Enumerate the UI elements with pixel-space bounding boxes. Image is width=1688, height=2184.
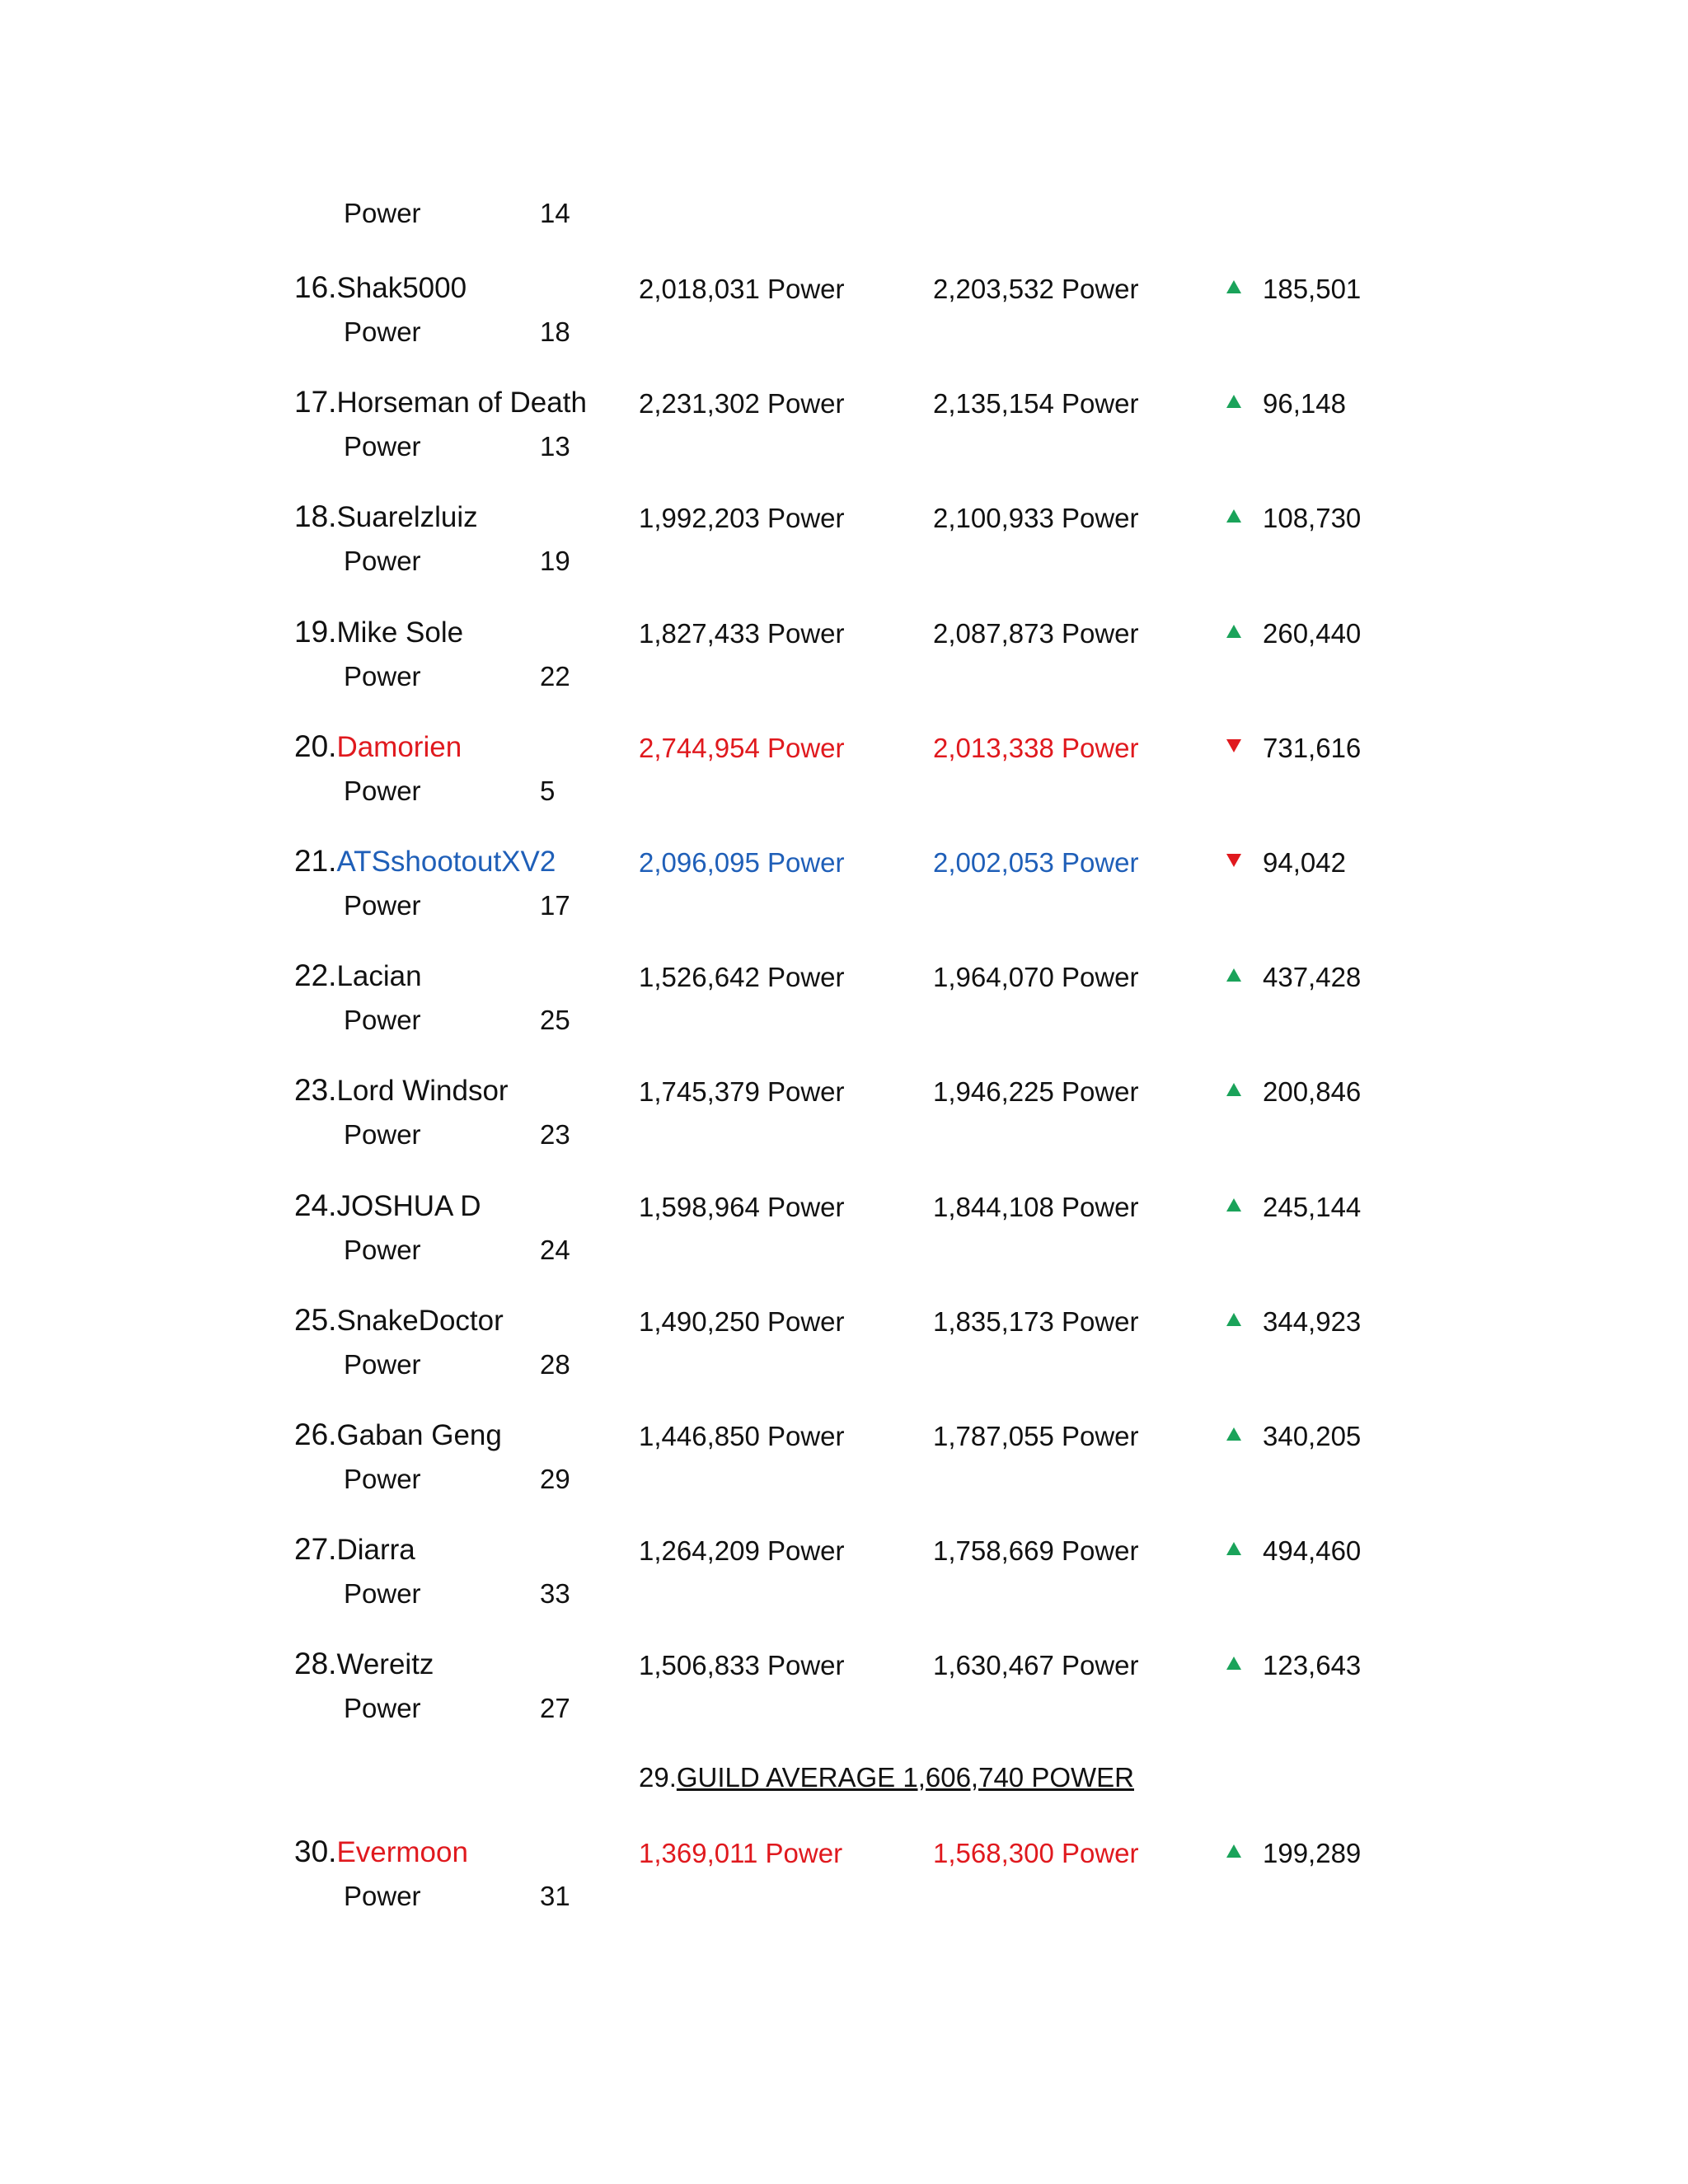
player-name: Diarra xyxy=(336,1534,415,1566)
power-change: 437,428 xyxy=(1263,962,1362,992)
current-power: 2,013,338 Power xyxy=(933,733,1139,763)
current-power: 2,203,532 Power xyxy=(933,274,1139,304)
current-power: 1,964,070 Power xyxy=(933,962,1139,992)
trend-arrow-icon xyxy=(1226,509,1241,523)
power-label: Power xyxy=(344,1119,421,1150)
ranking-row xyxy=(0,1418,1688,1533)
previous-rank: 33 xyxy=(540,1578,570,1609)
player-name: Lord Windsor xyxy=(336,1075,509,1107)
player-name-line xyxy=(294,1073,509,1108)
player-name: Mike Sole xyxy=(336,616,464,649)
ranking-row xyxy=(0,1188,1688,1304)
power-label: Power xyxy=(344,661,421,691)
previous-power: 1,598,964 Power xyxy=(639,1192,845,1222)
previous-rank: 28 xyxy=(540,1349,570,1380)
ranking-row xyxy=(0,385,1688,500)
trend-arrow-icon xyxy=(1226,625,1241,638)
power-change: 96,148 xyxy=(1263,388,1346,419)
previous-power: 1,369,011 Power xyxy=(639,1838,843,1868)
power-label: Power xyxy=(344,198,421,228)
previous-rank: 14 xyxy=(540,198,570,228)
player-name-line xyxy=(294,729,462,764)
current-power: 1,844,108 Power xyxy=(933,1192,1139,1222)
player-name-line xyxy=(294,1647,434,1681)
power-label: Power xyxy=(344,1578,421,1609)
ranking-row xyxy=(0,1532,1688,1647)
power-label: Power xyxy=(344,1693,421,1723)
power-change: 344,923 xyxy=(1263,1306,1362,1337)
power-change: 245,144 xyxy=(1263,1192,1362,1222)
power-label: Power xyxy=(344,316,421,347)
previous-rank: 27 xyxy=(540,1693,570,1723)
ranking-row xyxy=(0,1303,1688,1418)
previous-rank: 5 xyxy=(540,776,556,806)
previous-rank: 29 xyxy=(540,1464,570,1494)
rank-number: 20. xyxy=(294,729,337,763)
previous-power: 1,490,250 Power xyxy=(639,1306,845,1337)
previous-power: 1,992,203 Power xyxy=(639,503,845,533)
player-name: JOSHUA D xyxy=(336,1190,481,1222)
rank-number: 27. xyxy=(294,1532,337,1566)
power-change: 731,616 xyxy=(1263,733,1362,763)
trend-arrow-icon xyxy=(1226,1313,1241,1326)
power-label: Power xyxy=(344,431,421,462)
rank-number: 21. xyxy=(294,844,337,878)
player-name: Shak5000 xyxy=(336,272,467,304)
current-power: 1,630,467 Power xyxy=(933,1650,1139,1680)
guild-rank: 29. xyxy=(639,1762,677,1793)
ranking-row xyxy=(0,1073,1688,1188)
rank-number: 22. xyxy=(294,958,337,992)
power-change: 123,643 xyxy=(1263,1650,1362,1680)
player-name: Suarelzluiz xyxy=(336,501,478,533)
player-name: Wereitz xyxy=(336,1648,434,1680)
rank-number: 24. xyxy=(294,1188,337,1222)
guild-average xyxy=(639,1762,1134,1793)
player-name: ATSshootoutXV2 xyxy=(336,846,556,878)
power-label: Power xyxy=(344,1235,421,1265)
previous-rank: 17 xyxy=(540,890,570,921)
trend-arrow-icon xyxy=(1226,1198,1241,1212)
rank-number: 26. xyxy=(294,1418,337,1451)
player-name-line xyxy=(294,1532,415,1567)
player-name-line xyxy=(294,1835,468,1869)
previous-rank: 23 xyxy=(540,1119,570,1150)
rank-number: 25. xyxy=(294,1303,337,1337)
trend-arrow-icon xyxy=(1226,1657,1241,1670)
rank-number: 23. xyxy=(294,1073,337,1107)
current-power: 1,758,669 Power xyxy=(933,1535,1139,1566)
previous-power: 1,526,642 Power xyxy=(639,962,845,992)
current-power: 2,100,933 Power xyxy=(933,503,1139,533)
rank-number: 16. xyxy=(294,270,337,304)
power-change: 199,289 xyxy=(1263,1838,1362,1868)
current-power: 1,946,225 Power xyxy=(933,1076,1139,1107)
power-label: Power xyxy=(344,776,421,806)
player-name: Damorien xyxy=(336,731,462,763)
trend-arrow-icon xyxy=(1226,1542,1241,1555)
power-label: Power xyxy=(344,546,421,576)
trend-arrow-icon xyxy=(1226,739,1241,752)
power-change: 185,501 xyxy=(1263,274,1362,304)
previous-rank: 25 xyxy=(540,1005,570,1035)
current-power: 2,002,053 Power xyxy=(933,847,1139,878)
trend-arrow-icon xyxy=(1226,1083,1241,1096)
ranking-row xyxy=(0,270,1688,386)
previous-power: 2,096,095 Power xyxy=(639,847,845,878)
player-name-line xyxy=(294,844,556,879)
player-name-line xyxy=(294,615,463,649)
rank-number: 18. xyxy=(294,499,337,533)
player-name-line xyxy=(294,958,422,993)
current-power: 1,568,300 Power xyxy=(933,1838,1139,1868)
trend-arrow-icon xyxy=(1226,1844,1241,1858)
player-name: Lacian xyxy=(336,960,422,992)
rank-number: 30. xyxy=(294,1835,337,1868)
player-name-line xyxy=(294,1418,502,1452)
player-name-line xyxy=(294,1188,481,1223)
power-label: Power xyxy=(344,1881,421,1911)
previous-power: 2,744,954 Power xyxy=(639,733,845,763)
previous-rank: 31 xyxy=(540,1881,570,1911)
previous-power: 1,264,209 Power xyxy=(639,1535,845,1566)
power-label: Power xyxy=(344,890,421,921)
rank-number: 28. xyxy=(294,1647,337,1680)
player-name-line xyxy=(294,1303,504,1338)
trend-arrow-icon xyxy=(1226,1427,1241,1441)
current-power: 2,135,154 Power xyxy=(933,388,1139,419)
previous-power: 1,745,379 Power xyxy=(639,1076,845,1107)
power-change: 260,440 xyxy=(1263,618,1362,649)
trend-arrow-icon xyxy=(1226,854,1241,867)
trend-arrow-icon xyxy=(1226,280,1241,293)
player-name: SnakeDoctor xyxy=(336,1305,504,1337)
current-power: 2,087,873 Power xyxy=(933,618,1139,649)
top-fragment-row xyxy=(0,198,1688,239)
previous-power: 2,018,031 Power xyxy=(639,274,845,304)
previous-power: 1,827,433 Power xyxy=(639,618,845,649)
power-change: 200,846 xyxy=(1263,1076,1362,1107)
player-name: Gaban Geng xyxy=(336,1419,502,1451)
ranking-row xyxy=(0,958,1688,1074)
current-power: 1,787,055 Power xyxy=(933,1421,1139,1451)
previous-rank: 19 xyxy=(540,546,570,576)
previous-power: 2,231,302 Power xyxy=(639,388,845,419)
previous-rank: 24 xyxy=(540,1235,570,1265)
previous-power: 1,506,833 Power xyxy=(639,1650,845,1680)
previous-rank: 18 xyxy=(540,316,570,347)
ranking-row xyxy=(0,499,1688,615)
rank-number: 19. xyxy=(294,615,337,649)
power-change: 108,730 xyxy=(1263,503,1362,533)
power-change: 340,205 xyxy=(1263,1421,1362,1451)
ranking-row xyxy=(0,615,1688,730)
ranking-row xyxy=(0,1835,1688,1950)
player-name-line xyxy=(294,499,478,534)
previous-rank: 22 xyxy=(540,661,570,691)
power-change: 94,042 xyxy=(1263,847,1346,878)
power-change: 494,460 xyxy=(1263,1535,1362,1566)
power-label: Power xyxy=(344,1349,421,1380)
power-label: Power xyxy=(344,1005,421,1035)
power-label: Power xyxy=(344,1464,421,1494)
guild-average-text: GUILD AVERAGE 1,606,740 POWER xyxy=(676,1762,1134,1793)
trend-arrow-icon xyxy=(1226,968,1241,982)
ranking-row xyxy=(0,844,1688,959)
player-name-line xyxy=(294,270,467,305)
player-name: Evermoon xyxy=(336,1836,468,1868)
trend-arrow-icon xyxy=(1226,395,1241,408)
rank-number: 17. xyxy=(294,385,337,419)
current-power: 1,835,173 Power xyxy=(933,1306,1139,1337)
player-name-line xyxy=(294,385,587,419)
previous-power: 1,446,850 Power xyxy=(639,1421,845,1451)
player-name: Horseman of Death xyxy=(336,387,587,419)
previous-rank: 13 xyxy=(540,431,570,462)
ranking-row xyxy=(0,729,1688,845)
ranking-row xyxy=(0,1647,1688,1762)
